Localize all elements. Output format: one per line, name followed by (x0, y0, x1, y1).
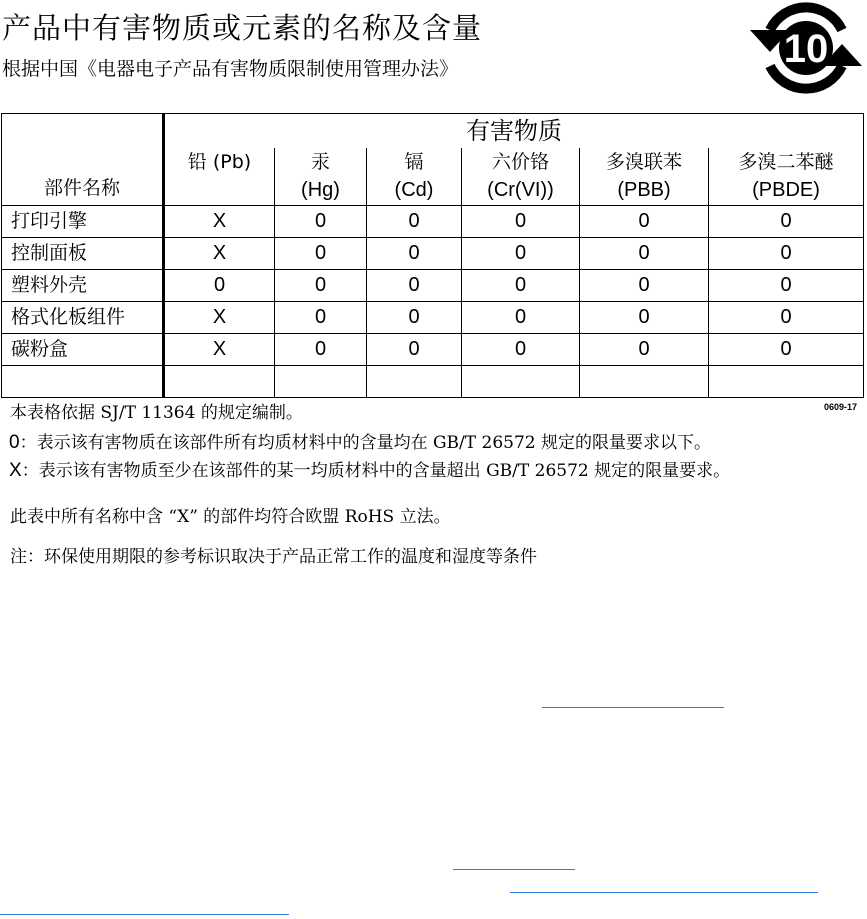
page-subtitle: 根据中国《电器电子产品有害物质限制使用管理办法》 (2, 58, 459, 80)
value-cell: 0 (275, 206, 367, 238)
zero-mark-text: ：表示该有害物质在该部件所有均质材料中的含量均在 GB/T 26572 规定的限量要求以下。 (19, 433, 712, 453)
value-cell: 0 (709, 302, 864, 334)
zero-mark: 0 (9, 432, 20, 453)
hyperlink-underline[interactable] (542, 707, 724, 708)
value-cell: 0 (462, 238, 580, 270)
value-cell: 0 (367, 238, 462, 270)
document-reference-code: 0609-17 (824, 402, 858, 412)
value-cell: 0 (580, 238, 709, 270)
table-row (2, 334, 864, 366)
value-cell: 0 (275, 334, 367, 366)
column-header-cd: 镉 (Cd) (367, 148, 462, 206)
value-cell: 0 (709, 334, 864, 366)
value-cell: 0 (709, 206, 864, 238)
value-cell: 0 (367, 302, 462, 334)
value-cell: 0 (580, 302, 709, 334)
value-cell: X (164, 334, 275, 366)
value-cell: 0 (275, 302, 367, 334)
value-cell: 0 (367, 270, 462, 302)
value-cell: X (164, 238, 275, 270)
column-header-pbde: 多溴二苯醚 (PBDE) (709, 148, 864, 206)
value-cell: 0 (462, 302, 580, 334)
hazardous-substance-table (1, 113, 864, 398)
value-cell (709, 366, 864, 398)
value-cell: X (164, 302, 275, 334)
remark-note: 注：环保使用期限的参考标识取决于产品正常工作的温度和湿度等条件 (10, 547, 537, 567)
value-cell (462, 366, 580, 398)
standard-note: 本表格依据 SJ/T 11364 的规定编制。 (10, 403, 303, 423)
value-cell: 0 (580, 270, 709, 302)
page-title: 产品中有害物质或元素的名称及含量 (2, 11, 483, 45)
value-cell: 0 (367, 206, 462, 238)
value-cell (164, 366, 275, 398)
value-cell: X (164, 206, 275, 238)
part-name-cell: 碳粉盒 (2, 334, 164, 366)
part-name-cell: 塑料外壳 (2, 270, 164, 302)
table-row (2, 270, 864, 302)
zero-mark-note (9, 432, 711, 454)
hyperlink-underline[interactable] (453, 869, 575, 870)
table-row (2, 238, 864, 270)
column-header-pbb: 多溴联苯 (PBB) (580, 148, 709, 206)
table-row (2, 366, 864, 398)
hazardous-substances-header: 有害物质 (164, 114, 864, 149)
x-mark-note (9, 460, 730, 482)
table-row (2, 302, 864, 334)
column-header-hg: 汞 (Hg) (275, 148, 367, 206)
value-cell: 0 (275, 238, 367, 270)
column-header-pb: 铅 (Pb) (164, 148, 275, 206)
value-cell (367, 366, 462, 398)
value-cell: 0 (164, 270, 275, 302)
column-header-cr6: 六价铬 (Cr(VI)) (462, 148, 580, 206)
value-cell: 0 (462, 334, 580, 366)
value-cell (275, 366, 367, 398)
epup-number: 10 (783, 27, 829, 71)
value-cell: 0 (275, 270, 367, 302)
value-cell: 0 (580, 206, 709, 238)
part-name-cell (2, 366, 164, 398)
value-cell: 0 (580, 334, 709, 366)
part-name-header: 部件名称 (2, 114, 164, 206)
value-cell (580, 366, 709, 398)
table-row (2, 206, 864, 238)
part-name-cell: 控制面板 (2, 238, 164, 270)
hyperlink-underline[interactable] (0, 914, 289, 915)
x-mark-text: ：表示该有害物质至少在该部件的某一均质材料中的含量超出 GB/T 26572 规定的限量要求。 (21, 461, 731, 481)
part-name-cell: 格式化板组件 (2, 302, 164, 334)
value-cell: 0 (709, 238, 864, 270)
value-cell: 0 (462, 270, 580, 302)
value-cell: 0 (462, 206, 580, 238)
value-cell: 0 (367, 334, 462, 366)
epup-10-icon (748, 0, 863, 97)
x-mark: X (9, 460, 22, 481)
hyperlink-underline[interactable] (510, 892, 818, 893)
part-name-cell: 打印引擎 (2, 206, 164, 238)
rohs-note: 此表中所有名称中含 “X” 的部件均符合欧盟 RoHS 立法。 (10, 507, 451, 527)
value-cell: 0 (709, 270, 864, 302)
